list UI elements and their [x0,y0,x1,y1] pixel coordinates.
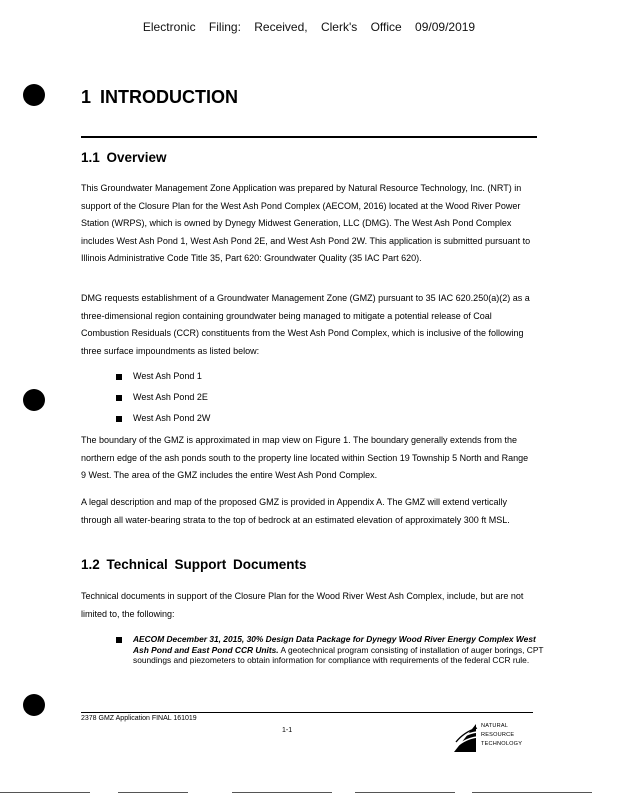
logo-line: RESOURCE [481,732,515,738]
nrt-swoosh-logo-icon [452,720,478,754]
company-logo [452,718,532,758]
scan-artifact [472,792,592,793]
punch-hole-middle [23,389,45,411]
overview-paragraph-1: This Groundwater Management Zone Application was prepared by Natural Resource Technology, Inc. (NRT) in support of the Closure Plan for the West Ash Pond Complex (AECOM, 2016) located at the Wood River Power Station (WRPS), which is owned by Dynegy Midwest Generation, LLC (DMG). The West Ash Pond Complex includes West Ash Pond 1, West Ash Pond 2E, and West Ash Pond 2W. This application is submitted pursuant to Illinois Administrative Code Title 35, Part 620: Groundwater Quality (35 IAC Part 620). [81,183,531,263]
scan-artifact [355,792,455,793]
footer-doc-id: 2378 GMZ Application FINAL 161019 [81,715,197,722]
page-number: 1-1 [282,727,293,734]
reference-title: AECOM December 31, 2015, 30% Design Data Package for Dynegy Wood River Energy Complex West Ash Pond and East Pond CCR Units. [133,634,536,655]
list-item: West Ash Pond 2W [116,408,210,429]
subsection-heading-technical-documents: 1.2 Technical Support Documents [81,557,307,572]
technical-documents-paragraph: Technical documents in support of the Closure Plan for the Wood River West Ash Complex, include, but are not limited to, the following: [81,591,524,619]
logo-wordmark [481,722,522,749]
reference-item [116,634,553,666]
subsection-heading-overview: 1.1 Overview [81,150,167,165]
overview-paragraph-4: A legal description and map of the proposed GMZ is provided in Appendix A. The GMZ will extend vertically through all water-bearing strata to the top of bedrock at an estimated elevation of approximately 300 ft MSL. [81,497,510,525]
section-rule [81,136,537,138]
footer-rule [81,712,533,713]
punch-hole-bottom [23,694,45,716]
scan-artifact [0,792,90,793]
logo-line: NATURAL [481,723,509,729]
logo-line: TECHNOLOGY [481,741,523,747]
scan-artifact [232,792,332,793]
filing-stamp: Electronic Filing: Received, Clerk's Office 09/09/2019 [142,20,476,34]
scan-artifact [118,792,188,793]
reference-description: A geotechnical program consisting of installation of auger borings, CPT soundings and piezometers to obtain information for compliance with requirements of the federal CCR rule. [133,644,544,666]
overview-paragraph-3: The boundary of the GMZ is approximated in map view on Figure 1. The boundary generally extends from the northern edge of the ash ponds south to the property line located within Section 19 Township 5 North and Range 9 West. The area of the GMZ includes the entire West Ash Pond Complex. [81,435,529,480]
punch-hole-top [23,84,45,106]
overview-paragraph-2: DMG requests establishment of a Groundwater Management Zone (GMZ) pursuant to 35 IAC 620.250(a)(2) as a three-dimensional region containing groundwater being managed to mitigate a potential release of Coal Combustion Residuals (CCR) constituents from the West Ash Pond Complex, which is inclusive of the following three surface impoundments as listed below: [81,293,530,356]
pond-list [116,366,210,429]
list-item: West Ash Pond 1 [116,366,210,387]
list-item: West Ash Pond 2E [116,387,210,408]
section-heading-introduction: 1 INTRODUCTION [81,87,238,107]
